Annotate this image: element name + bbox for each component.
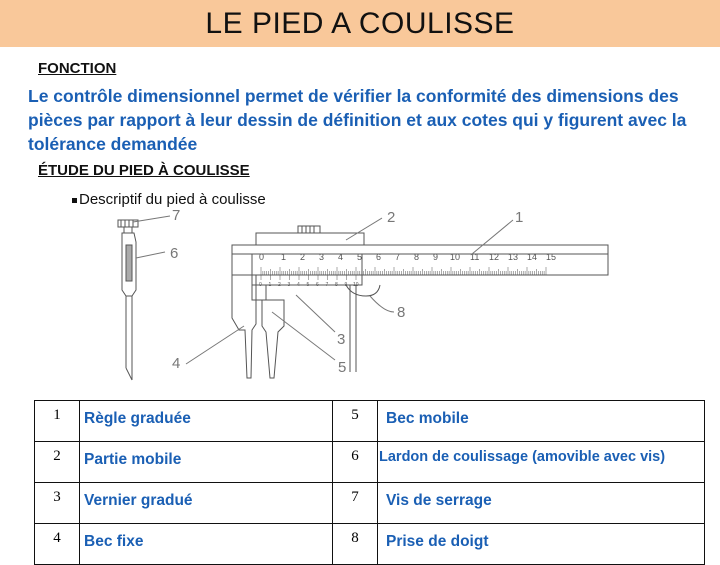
callout-7: 7 <box>172 207 181 224</box>
callout-2: 2 <box>387 209 396 226</box>
legend-label: Règle graduée <box>80 401 333 442</box>
legend-number: 7 <box>333 483 378 524</box>
callout-5: 5 <box>338 359 347 376</box>
title-bar <box>0 0 720 47</box>
page-title: LE PIED A COULISSE <box>205 6 515 40</box>
caliper-front-view <box>232 226 608 378</box>
caliper-drawing <box>0 200 720 400</box>
table-row <box>35 483 705 524</box>
front-clamp-screw <box>298 226 320 233</box>
main-scale-label: 10 <box>450 252 461 262</box>
legend-number: 2 <box>35 442 80 483</box>
main-scale-label: 9 <box>433 252 439 262</box>
main-scale-label: 4 <box>338 252 344 262</box>
callout-leaders <box>133 216 513 364</box>
bullet-text: Descriptif du pied à coulisse <box>79 191 266 208</box>
main-scale-label: 3 <box>319 252 325 262</box>
main-scale-label: 5 <box>357 252 363 262</box>
table-row <box>35 401 705 442</box>
main-scale-label: 6 <box>376 252 382 262</box>
legend-number: 3 <box>35 483 80 524</box>
vernier-scale-label: 1 <box>268 282 272 288</box>
legend-number: 1 <box>35 401 80 442</box>
main-scale-label: 13 <box>508 252 519 262</box>
legend-label: Bec fixe <box>80 524 333 565</box>
section-heading-etude: ÉTUDE DU PIED À COULISSE <box>38 162 250 179</box>
main-scale-label: 0 <box>259 252 265 262</box>
legend-label: Partie mobile <box>80 442 333 483</box>
main-scale-label: 15 <box>546 252 557 262</box>
legend-label: Vis de serrage <box>378 483 705 524</box>
main-scale-label: 8 <box>414 252 420 262</box>
vernier-scale-label: 2 <box>278 282 281 288</box>
vernier-scale-label: 0 <box>259 282 262 288</box>
legend-label: Bec mobile <box>378 401 705 442</box>
vernier-scale-label: 8 <box>335 282 338 288</box>
vernier-scale-label: 9 <box>344 282 348 288</box>
moving-jaw <box>262 300 284 378</box>
legend-number: 6 <box>333 442 378 483</box>
callout-4: 4 <box>172 355 181 372</box>
caliper-side-view <box>118 220 138 380</box>
vernier-scale-label: 3 <box>287 282 291 288</box>
legend-label: Vernier gradué <box>80 483 333 524</box>
vernier-scale-label: 6 <box>316 282 319 288</box>
side-lardon <box>126 245 132 281</box>
main-scale-label: 7 <box>395 252 401 262</box>
legend-label: Lardon de coulissage (amovible avec vis) <box>378 442 705 483</box>
vernier-scale-label: 5 <box>306 282 310 288</box>
vernier-scale-ticks <box>261 275 356 280</box>
main-scale-label: 1 <box>281 252 287 262</box>
legend-number: 4 <box>35 524 80 565</box>
main-scale-label: 2 <box>300 252 306 262</box>
fonction-paragraph: Le contrôle dimensionnel permet de vérifier la conformité des dimensions des pièces par rapport à leur dessin de définition et aux cotes qui y figurent avec la tolérance demandée <box>28 86 687 154</box>
legend-table <box>34 400 705 565</box>
legend-number: 5 <box>333 401 378 442</box>
main-scale-ticks <box>261 267 546 275</box>
callout-3: 3 <box>337 331 346 348</box>
callout-6: 6 <box>170 245 179 262</box>
thumb-grip <box>346 285 380 296</box>
table-row <box>35 442 705 483</box>
section-heading-fonction: FONCTION <box>38 60 117 77</box>
vernier-scale-label: 4 <box>297 282 300 288</box>
callout-8: 8 <box>397 304 406 321</box>
main-scale-label: 11 <box>470 252 480 262</box>
legend-label: Prise de doigt <box>378 524 705 565</box>
table-row <box>35 524 705 565</box>
slider-body <box>252 254 362 285</box>
vernier-scale-label: 10 <box>353 282 359 288</box>
main-scale-label: 12 <box>489 252 500 262</box>
main-scale-label: 14 <box>527 252 538 262</box>
callout-1: 1 <box>515 209 524 226</box>
legend-number: 8 <box>333 524 378 565</box>
vernier-scale-label: 7 <box>325 282 329 288</box>
